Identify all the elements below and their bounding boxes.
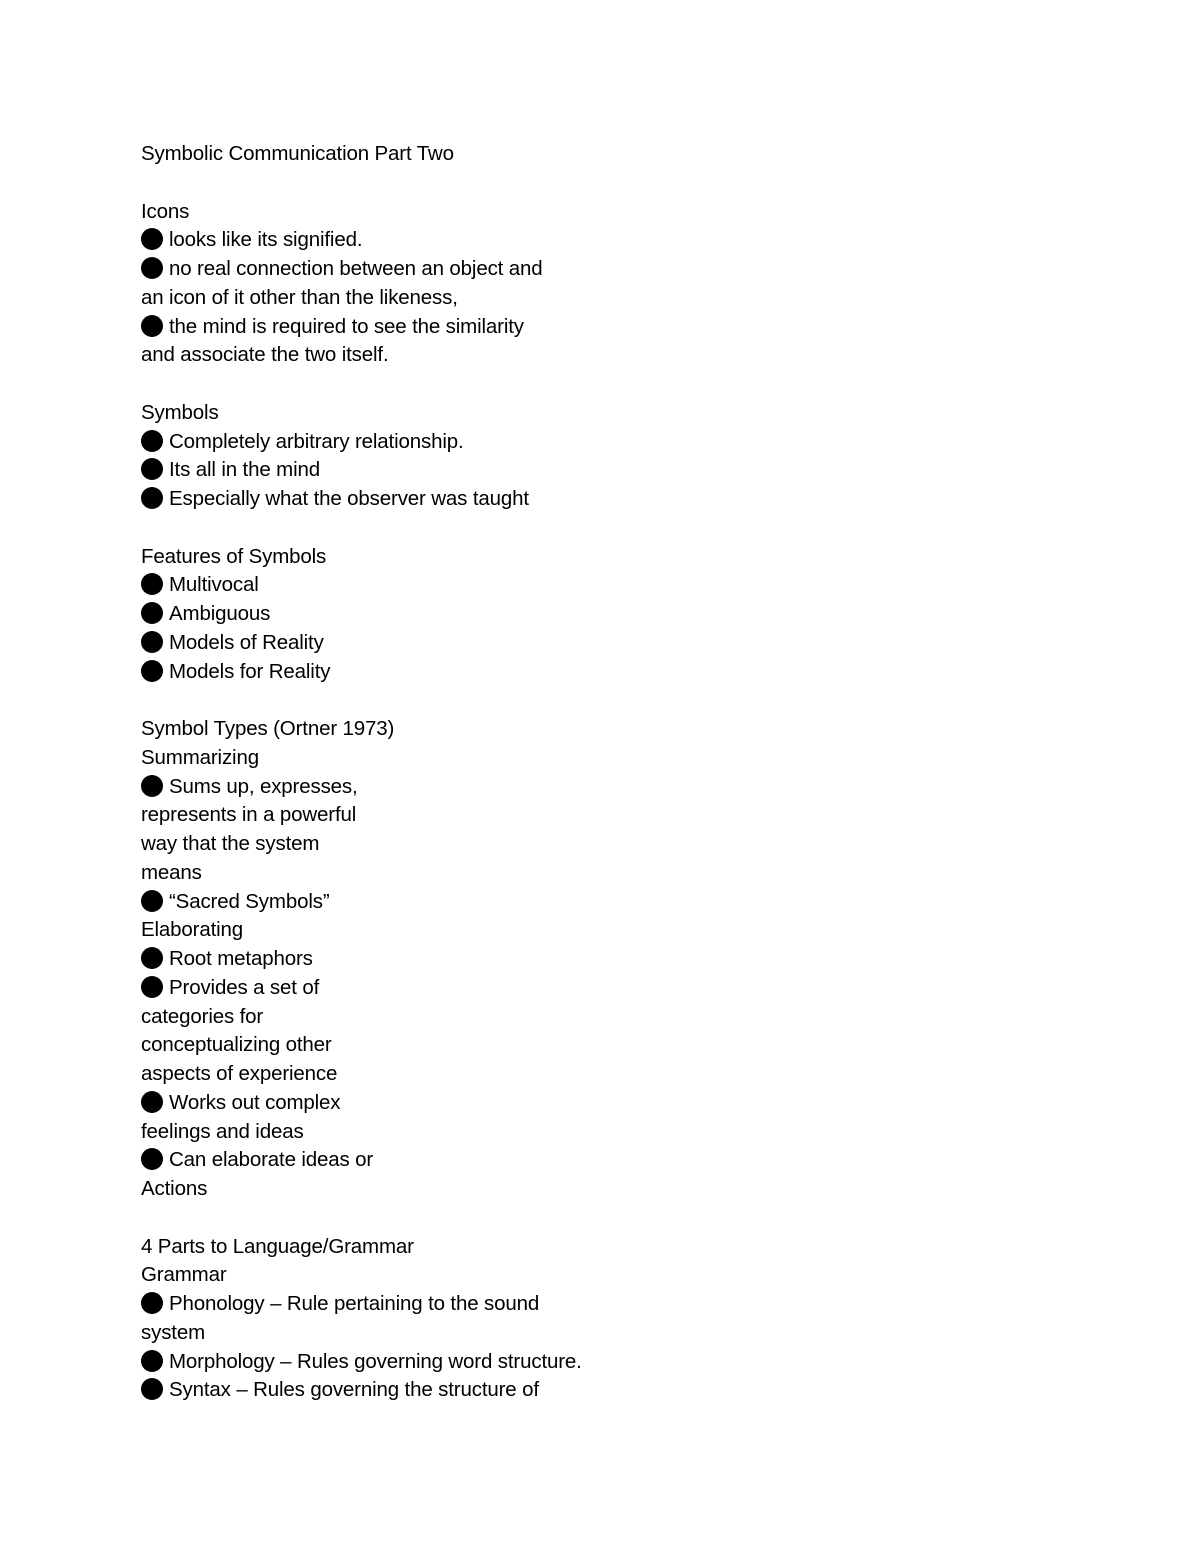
- text-line: [141, 916, 1141, 945]
- bullet-icon: [141, 660, 163, 682]
- bullet-icon: [141, 1378, 163, 1400]
- bullet-icon: [141, 602, 163, 624]
- blank-line: [141, 514, 1141, 543]
- line-text: represents in a powerful: [141, 803, 357, 827]
- bullet-icon: [141, 775, 163, 797]
- bullet-item: [141, 313, 1141, 342]
- bullet-icon: [141, 631, 163, 653]
- line-text: 4 Parts to Language/Grammar: [141, 1234, 414, 1258]
- bullet-item: [141, 1348, 1141, 1377]
- line-text: Works out complex: [169, 1090, 341, 1114]
- line-text: no real connection between an object and: [169, 257, 543, 280]
- text-line: [141, 1261, 1141, 1290]
- line-text: Symbol Types (Ortner 1973): [141, 717, 395, 740]
- line-text: Summarizing: [141, 745, 259, 769]
- line-text: Completely arbitrary relationship.: [169, 429, 464, 453]
- line-text: feelings and ideas: [141, 1119, 304, 1143]
- bullet-icon: [141, 890, 163, 912]
- bullet-item: [141, 658, 1141, 687]
- text-line: [141, 1003, 1141, 1032]
- line-text: Its all in the mind: [169, 458, 320, 482]
- document-body: [141, 140, 1141, 1405]
- line-text: Grammar: [141, 1263, 227, 1287]
- line-text: means: [141, 860, 202, 884]
- bullet-item: [141, 1146, 1141, 1175]
- bullet-item: [141, 773, 1141, 802]
- bullet-item: [141, 888, 1141, 917]
- line-text: the mind is required to see the similarity: [169, 314, 524, 338]
- bullet-icon: [141, 257, 163, 279]
- line-text: system: [141, 1320, 206, 1344]
- bullet-item: [141, 1290, 1141, 1319]
- bullet-item: [141, 629, 1141, 658]
- bullet-icon: [141, 1091, 163, 1113]
- line-text: categories for: [141, 1004, 264, 1028]
- line-text: Sums up, expresses,: [169, 774, 358, 798]
- bullet-icon: [141, 315, 163, 337]
- text-line: [141, 1175, 1141, 1204]
- bullet-item: [141, 485, 1141, 514]
- text-line: [141, 341, 1141, 370]
- line-text: Can elaborate ideas or: [169, 1148, 374, 1172]
- line-text: aspects of experience: [141, 1062, 338, 1085]
- bullet-icon: [141, 1292, 163, 1314]
- line-text: looks like its signified.: [169, 228, 363, 252]
- section-heading: [141, 543, 1141, 572]
- bullet-icon: [141, 976, 163, 998]
- line-text: Models for Reality: [169, 659, 331, 683]
- line-text: Multivocal: [169, 573, 259, 597]
- text-line: [141, 1118, 1141, 1147]
- bullet-icon: [141, 228, 163, 250]
- text-line: [141, 1031, 1141, 1060]
- line-text: an icon of it other than the likeness,: [141, 285, 458, 309]
- text-line: [141, 1060, 1141, 1089]
- document-lines: [141, 169, 1141, 1405]
- document-title: Symbolic Communication Part Two: [141, 142, 454, 165]
- text-line: [141, 744, 1141, 773]
- bullet-icon: [141, 487, 163, 509]
- bullet-item: [141, 1376, 1141, 1405]
- section-heading: [141, 1233, 1141, 1262]
- text-line: [141, 830, 1141, 859]
- line-text: conceptualizing other: [141, 1033, 332, 1057]
- line-text: Models of Reality: [169, 630, 324, 654]
- text-line: [141, 859, 1141, 888]
- bullet-item: [141, 571, 1141, 600]
- line-text: Features of Symbols: [141, 544, 327, 568]
- blank-line: [141, 686, 1141, 715]
- line-text: Provides a set of: [169, 975, 320, 999]
- blank-line: [141, 169, 1141, 198]
- bullet-item: [141, 945, 1141, 974]
- bullet-item: [141, 255, 1141, 284]
- line-text: Syntax – Rules governing the structure of: [169, 1378, 539, 1402]
- line-text: “Sacred Symbols”: [169, 889, 330, 913]
- bullet-icon: [141, 458, 163, 480]
- section-heading: [141, 198, 1141, 227]
- bullet-item: [141, 974, 1141, 1003]
- line-text: Especially what the observer was taught: [169, 487, 529, 510]
- text-line: [141, 1319, 1141, 1348]
- text-line: [141, 801, 1141, 830]
- bullet-icon: [141, 1148, 163, 1170]
- bullet-item: [141, 226, 1141, 255]
- bullet-item: [141, 1089, 1141, 1118]
- section-heading: [141, 399, 1141, 428]
- bullet-icon: [141, 430, 163, 452]
- line-text: Elaborating: [141, 918, 244, 942]
- bullet-item: [141, 456, 1141, 485]
- line-text: Morphology – Rules governing word structure.: [169, 1349, 582, 1373]
- line-text: and associate the two itself.: [141, 343, 389, 367]
- bullet-icon: [141, 947, 163, 969]
- bullet-icon: [141, 573, 163, 595]
- bullet-item: [141, 428, 1141, 457]
- blank-line: [141, 370, 1141, 399]
- bullet-item: [141, 600, 1141, 629]
- section-heading: [141, 715, 1141, 744]
- line-text: Symbols: [141, 400, 219, 424]
- text-line: [141, 284, 1141, 313]
- line-text: Ambiguous: [169, 602, 271, 625]
- blank-line: [141, 1204, 1141, 1233]
- line-text: way that the system: [141, 832, 320, 855]
- bullet-icon: [141, 1350, 163, 1372]
- line-text: Icons: [141, 199, 190, 223]
- line-text: Phonology – Rule pertaining to the sound: [169, 1292, 540, 1315]
- line-text: Actions: [141, 1177, 208, 1200]
- line-text: Root metaphors: [169, 947, 313, 970]
